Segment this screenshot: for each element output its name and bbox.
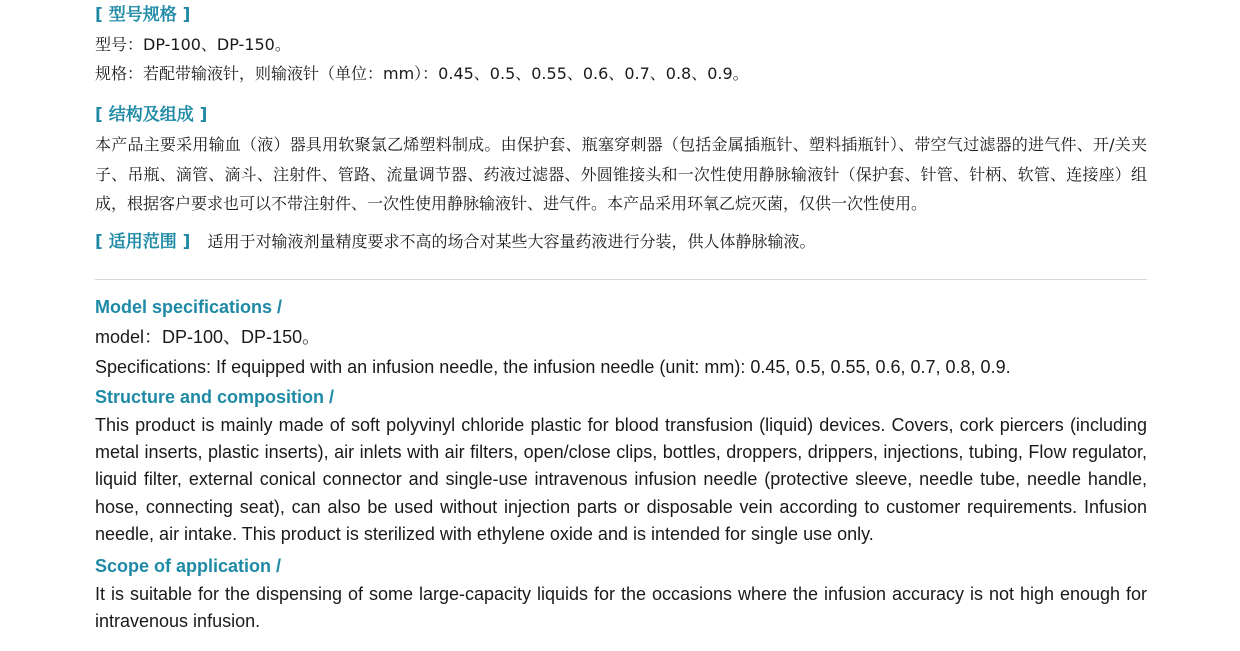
cn-structure-heading: [ 结构及组成 ] [95,105,208,125]
en-scope-heading: Scope of application / [95,555,282,576]
en-scope-section [95,551,1147,636]
en-spec-line: Specifications: If equipped with an infusion needle, the infusion needle (unit: mm): 0.45, 0.5, 0.55, 0.6, 0.7, 0.8, 0.9. [95,356,1011,377]
cn-structure-section [95,100,1147,219]
section-divider [95,279,1147,280]
cn-spec-line: 规格：若配带输液针，则输液针（单位：mm）：0.45、0.5、0.55、0.6、0.7、0.8、0.9。 [95,64,749,83]
en-scope-paragraph: It is suitable for the dispensing of some large-capacity liquids for the occasions where the infusion accuracy is not high enough for intravenous infusion. [95,583,1147,631]
cn-structure-paragraph: 本产品主要采用输血（液）器具用软聚氯乙烯塑料制成。由保护套、瓶塞穿刺器（包括金属插瓶针、塑料插瓶针）、带空气过滤器的进气件、开/关夹子、吊瓶、滴管、滴斗、注射件、管路、流量调节器、药液过滤器、外圆锥接头和一次性使用静脉输液针（保护套、针管、针柄、软管、连接座）组成，根据客户要求也可以不带注射件、一次性使用静脉输液针、进气件。本产品采用环氧乙烷灭菌，仅供一次性使用。 [95,135,1147,213]
cn-scope-row [95,227,1147,257]
cn-model-spec-section [95,0,1147,88]
en-structure-section [95,382,1147,549]
cn-scope-text: 适用于对输液剂量精度要求不高的场合对某些大容量药液进行分装，供人体静脉输液。 [207,231,816,251]
cn-model-line: 型号：DP-100、DP-150。 [95,35,291,54]
en-structure-heading: Structure and composition / [95,386,335,407]
en-model-spec-section [95,292,1147,382]
en-structure-paragraph: This product is mainly made of soft polyvinyl chloride plastic for blood transfusion (liquid) devices. Covers, cork piercers (including metal inserts, plastic inserts), air inlets with air filters, open/close clips, bottles, droppers, drippers, injections, tubing, Flow regulator, liquid filter, external conical connector and single-use intravenous infusion needle (protective sleeve, needle tube, needle handle, hose, connecting seat), can also be used without injection parts or disposable vein according to customer requirements. Infusion needle, air intake. This product is sterilized with ethylene oxide and is intended for single use only. [95,414,1147,545]
en-model-line: model：DP-100、DP-150。 [95,326,321,347]
en-model-spec-heading: Model specifications / [95,296,283,317]
cn-scope-heading: [ 适用范围 ] [95,231,191,252]
cn-model-spec-heading: [ 型号规格 ] [95,5,191,25]
product-spec-content [95,0,1147,635]
